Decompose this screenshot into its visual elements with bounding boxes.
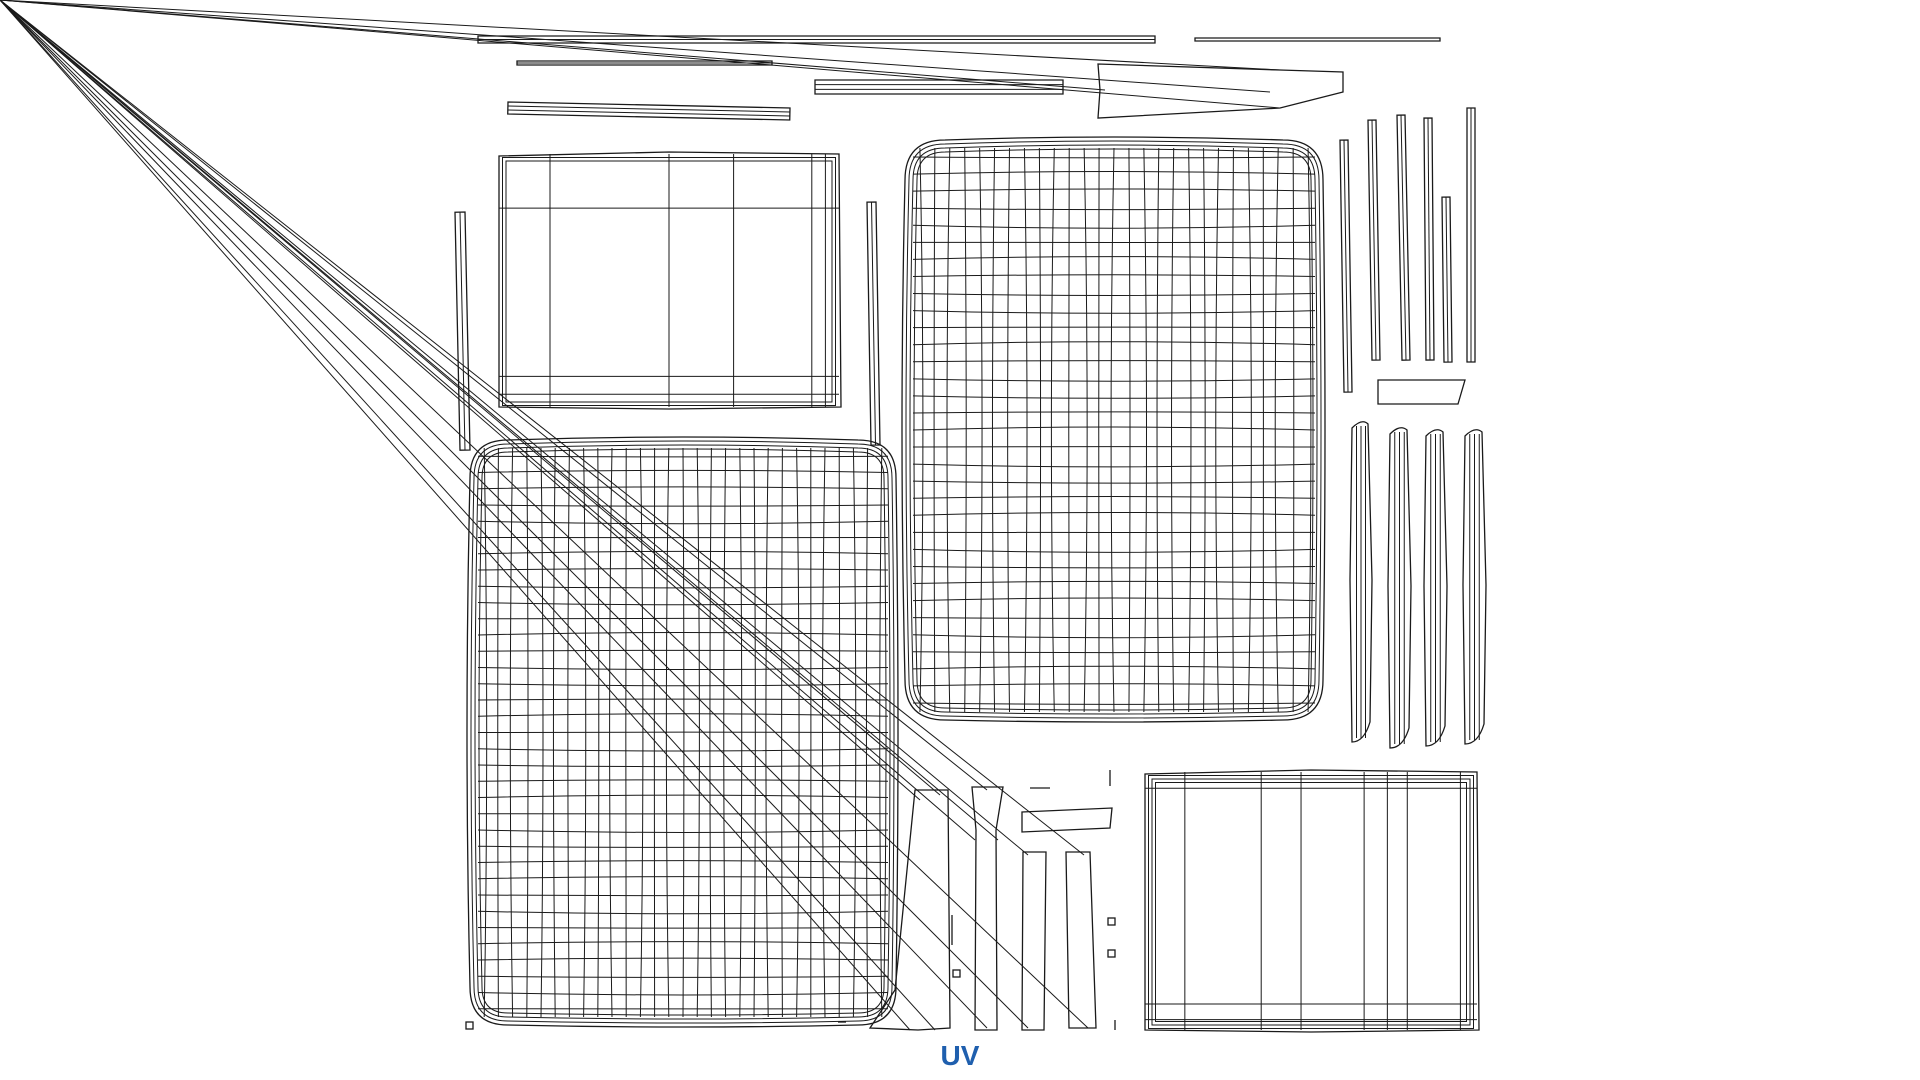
uv-cushion-center-edge-v bbox=[1275, 148, 1278, 712]
uv-cushion-center-edge-h bbox=[913, 464, 1315, 467]
uv-panel-lower-right-border-loop bbox=[1152, 779, 1470, 1025]
uv-panel-lower-right-border-loop bbox=[1149, 776, 1474, 1029]
uv-piece-tapered-b-edge bbox=[0, 0, 998, 840]
uv-cushion-center-edge-h bbox=[913, 618, 1315, 619]
uv-cushion-left-edge-h bbox=[478, 650, 888, 651]
uv-cushion-center-edge-v bbox=[992, 148, 994, 712]
uv-strip-vert-right-2 bbox=[1368, 120, 1380, 360]
uv-piece-bar-a-edge bbox=[0, 0, 1028, 855]
uv-cushion-center-edge-h bbox=[913, 361, 1315, 362]
uv-piece-bar-b-edge bbox=[0, 0, 1084, 855]
uv-cushion-center-edge-v bbox=[1024, 148, 1027, 712]
uv-cushion-center-edge-h bbox=[913, 427, 1315, 430]
uv-cushion-left-edge-h bbox=[478, 765, 888, 767]
uv-strip-vert-right-5 bbox=[1442, 197, 1452, 362]
uv-cushion-center-edge-v bbox=[1144, 148, 1147, 712]
uv-cushion-center-edge-h bbox=[913, 396, 1315, 398]
uv-cushion-center-edge-h bbox=[913, 342, 1315, 345]
uv-strip-curved-3 bbox=[1424, 430, 1447, 746]
uv-cushion-center-edge-h bbox=[913, 512, 1315, 515]
uv-piece-tapered-b-edge bbox=[0, 0, 975, 840]
uv-fragment-dot bbox=[1108, 918, 1115, 925]
uv-piece-bar-b-outline bbox=[1066, 852, 1096, 1028]
uv-strip-vert-mid-edge bbox=[872, 202, 876, 445]
uv-strip-wedge-edge bbox=[0, 0, 1270, 92]
uv-cushion-center-edge-h bbox=[913, 208, 1315, 209]
uv-strip-top-2 bbox=[1195, 38, 1440, 41]
uv-fragment-dot-1 bbox=[953, 970, 960, 977]
uv-cushion-left-edge-h bbox=[478, 551, 888, 553]
uv-cushion-center-edge-h bbox=[913, 275, 1315, 277]
uv-cushion-center-edge-h bbox=[913, 684, 1315, 686]
uv-cushion-left-edge-h bbox=[478, 795, 888, 797]
uv-strip-vert-right-4-edge bbox=[1428, 118, 1430, 360]
uv-strip-vert-right-6 bbox=[1467, 108, 1475, 362]
uv-cushion-center-edge-h bbox=[913, 311, 1315, 314]
uv-cushion-left-edge-h bbox=[478, 749, 888, 751]
uv-cushion-center-edge-h bbox=[913, 294, 1315, 296]
uv-piece-quad-bottom-outline bbox=[1022, 808, 1112, 832]
uv-piece-tapered-b-outline bbox=[972, 787, 1003, 1030]
uv-cushion-center-edge-h bbox=[913, 635, 1315, 638]
uv-strip-wedge bbox=[0, 0, 1343, 118]
uv-strip-vert-right-2-edge bbox=[1372, 120, 1376, 360]
uv-quad-small-right bbox=[1378, 380, 1465, 404]
uv-cushion-center-border-loop bbox=[914, 149, 1313, 710]
uv-cushion-center-edge-v bbox=[1216, 148, 1219, 712]
uv-strip-vert-right-5-edge bbox=[1446, 197, 1448, 362]
uv-panel-lower-right-border-loop bbox=[1156, 783, 1467, 1022]
uv-cushion-center-edge-v bbox=[980, 148, 982, 712]
uv-strip-wedge-outline bbox=[1098, 64, 1343, 118]
uv-cushion-center-edge-v bbox=[1233, 148, 1234, 712]
uv-fragment-dot-4 bbox=[466, 1022, 473, 1029]
uv-cushion-center-edge-v bbox=[1172, 148, 1174, 712]
uv-cushion-center-edge-v bbox=[1008, 148, 1010, 712]
uv-cushion-center-edge-h bbox=[913, 379, 1315, 381]
uv-strip-vert-right-3 bbox=[1397, 115, 1410, 360]
uv-cushion-center-edge-v bbox=[1293, 148, 1294, 712]
uv-cushion-center-edge-h bbox=[913, 566, 1315, 567]
uv-strip-curved-4 bbox=[1463, 430, 1486, 744]
uv-fragment-dot bbox=[466, 1022, 473, 1029]
uv-cushion-center-edge-v bbox=[965, 148, 966, 712]
uv-strip-vert-right-1 bbox=[1340, 140, 1352, 392]
uv-cushion-center-border-loop bbox=[910, 145, 1317, 714]
uv-strip-vert-left-edge bbox=[460, 212, 465, 450]
uv-fragment-dot bbox=[1108, 950, 1115, 957]
uv-cushion-left-edge-h bbox=[478, 911, 888, 914]
uv-cushion-center-edge-v bbox=[947, 148, 950, 712]
uv-cushion-left-edge-h bbox=[478, 714, 888, 716]
uv-cushion-left-edge-h bbox=[478, 846, 888, 847]
uv-cushion-center-edge-h bbox=[913, 666, 1315, 669]
uv-strip-vert-mid bbox=[867, 202, 880, 445]
uv-piece-tapered-b-edge bbox=[0, 0, 987, 790]
uv-cushion-center-edge-h bbox=[913, 225, 1315, 228]
uv-cushion-center-edge-h bbox=[913, 652, 1315, 653]
uv-cushion-left-edge-h bbox=[478, 877, 888, 879]
uv-cushion-center-edge-v bbox=[1039, 148, 1040, 712]
uv-cushion-center bbox=[902, 137, 1325, 722]
uv-cushion-left bbox=[467, 437, 898, 1027]
uv-piece-tapered-b bbox=[0, 0, 1003, 1030]
uv-cushion-center-edge-v bbox=[1051, 148, 1054, 712]
uv-cushion-center-edge-v bbox=[1189, 148, 1191, 712]
uv-cushion-left-edge-h bbox=[478, 603, 888, 605]
uv-piece-quad-bottom bbox=[1022, 808, 1112, 832]
uv-strip-vert-left bbox=[455, 212, 470, 450]
uv-quad-small-right-outline bbox=[1378, 380, 1465, 404]
uv-cushion-center-edge-v bbox=[1084, 148, 1087, 712]
uv-cushion-center-edge-v bbox=[1111, 148, 1114, 712]
uv-piece-bar-a-outline bbox=[1022, 852, 1046, 1030]
uv-cushion-center-edge-v bbox=[934, 148, 935, 712]
uv-cushion-center-edge-h bbox=[913, 549, 1315, 552]
uv-strip-vert-right-4 bbox=[1424, 118, 1434, 360]
uv-fragment-dot bbox=[953, 970, 960, 977]
uv-piece-tapered-a bbox=[0, 0, 950, 1030]
uv-strip-vert-right-1-edge bbox=[1344, 140, 1348, 392]
uv-cushion-center-edge-h bbox=[913, 598, 1315, 601]
uv-strip-wedge-edge bbox=[0, 0, 1280, 108]
uv-strip-wedge-edge bbox=[0, 0, 1280, 70]
uv-cushion-left-edge-h bbox=[478, 668, 888, 670]
uv-cushion-center-border-loop bbox=[906, 141, 1321, 718]
uv-cushion-left-edge-h bbox=[478, 830, 888, 832]
uv-panel-lower-right-outline bbox=[1145, 770, 1479, 1032]
uv-title-label: UV bbox=[940, 1040, 980, 1071]
uv-cushion-center-edge-v bbox=[1248, 148, 1251, 712]
uv-cushion-center-edge-h bbox=[913, 581, 1315, 583]
uv-cushion-center-edge-h bbox=[913, 412, 1315, 413]
uv-strip-curved-2 bbox=[1388, 428, 1411, 748]
uv-strip-top-2-outline bbox=[1195, 38, 1440, 41]
uv-panel-upper-left bbox=[499, 152, 841, 409]
uv-fragment-dot-2 bbox=[1108, 918, 1115, 925]
uv-fragment-dot-3 bbox=[1108, 950, 1115, 957]
uv-cushion-center-edge-h bbox=[913, 189, 1315, 191]
uv-cushion-center-edge-v bbox=[1157, 148, 1159, 712]
uv-piece-tapered-a-edge bbox=[0, 0, 910, 1030]
uv-cushion-left-edge-h bbox=[478, 895, 888, 896]
uv-cushion-left-edge-h bbox=[478, 684, 888, 686]
uv-cushion-center-edge-v bbox=[1204, 148, 1206, 712]
uv-panel-lower-right bbox=[1145, 770, 1479, 1032]
uv-cushion-center-edge-h bbox=[913, 481, 1315, 483]
uv-cushion-center-edge-v bbox=[1129, 148, 1130, 712]
uv-strip-curved-1 bbox=[1350, 422, 1372, 742]
uv-cushion-left-edge-h bbox=[478, 586, 888, 588]
uv-strip-top-5 bbox=[508, 102, 790, 120]
uv-cushion-center-edge-h bbox=[913, 497, 1315, 499]
uv-cushion-left-edge-h bbox=[478, 569, 888, 570]
uv-cushion-center-edge-h bbox=[913, 257, 1315, 260]
uv-cushion-left-edge-h bbox=[478, 633, 888, 635]
